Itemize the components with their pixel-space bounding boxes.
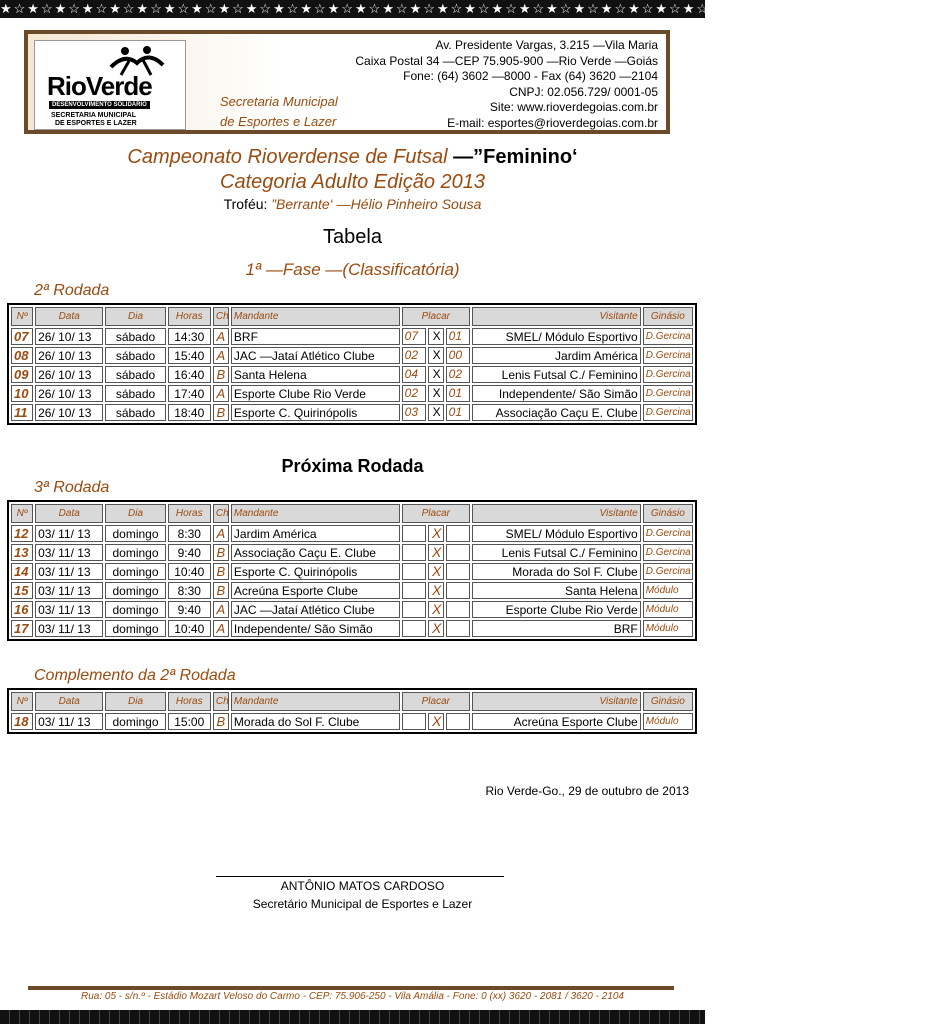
column-header: Placar bbox=[402, 504, 470, 523]
away-score bbox=[446, 620, 470, 637]
game-group: A bbox=[213, 525, 229, 542]
game-row bbox=[11, 713, 693, 730]
away-score bbox=[446, 525, 470, 542]
game-group: B bbox=[213, 713, 229, 730]
home-team: Esporte C. Quirinópolis bbox=[231, 563, 400, 580]
signature-line bbox=[216, 876, 504, 877]
home-team: Esporte Clube Rio Verde bbox=[231, 385, 400, 402]
column-header: Horas bbox=[168, 692, 211, 711]
venue: D.Gercina bbox=[643, 404, 693, 421]
secretaria-line2: de Esportes e Lazer bbox=[220, 114, 337, 129]
venue: D.Gercina bbox=[643, 347, 693, 364]
game-row bbox=[11, 563, 693, 580]
letterhead bbox=[24, 30, 670, 134]
game-number: 12 bbox=[11, 525, 33, 542]
contact-phone: Fone: (64) 3602 —8000 - Fax (64) 3620 —2104 bbox=[403, 69, 658, 83]
home-score: 04 bbox=[402, 366, 426, 383]
game-weekday: domingo bbox=[105, 713, 165, 730]
column-header: Ch bbox=[213, 307, 229, 326]
contact-site[interactable]: Site: www.rioverdegoias.com.br bbox=[489, 100, 658, 114]
game-weekday: domingo bbox=[105, 582, 165, 599]
venue: D.Gercina bbox=[643, 366, 693, 383]
complement-table bbox=[7, 688, 697, 734]
score-separator: X bbox=[428, 366, 444, 383]
score-separator: X bbox=[428, 563, 444, 580]
home-team: Morada do Sol F. Clube bbox=[231, 713, 400, 730]
game-row bbox=[11, 525, 693, 542]
column-header: Visitante bbox=[472, 307, 641, 326]
home-score bbox=[402, 601, 426, 618]
score-separator: X bbox=[428, 347, 444, 364]
game-weekday: sábado bbox=[105, 366, 165, 383]
column-header: Ginásio bbox=[643, 307, 693, 326]
score-cell bbox=[402, 347, 470, 364]
game-row bbox=[11, 347, 693, 364]
home-score bbox=[402, 620, 426, 637]
game-group: B bbox=[213, 366, 229, 383]
score-separator: X bbox=[428, 582, 444, 599]
away-score bbox=[446, 713, 470, 730]
column-header: Dia bbox=[105, 307, 165, 326]
game-number: 18 bbox=[11, 713, 33, 730]
column-header: Mandante bbox=[231, 307, 400, 326]
score-cell bbox=[402, 544, 470, 561]
game-date: 03/ 11/ 13 bbox=[35, 525, 103, 542]
score-cell bbox=[402, 328, 470, 345]
game-date: 26/ 10/ 13 bbox=[35, 347, 103, 364]
column-header: Visitante bbox=[472, 504, 641, 523]
venue: Módulo bbox=[643, 582, 693, 599]
score-cell bbox=[402, 601, 470, 618]
game-weekday: sábado bbox=[105, 328, 165, 345]
score-separator: X bbox=[428, 713, 444, 730]
venue: D.Gercina bbox=[643, 563, 693, 580]
home-score: 03 bbox=[402, 404, 426, 421]
game-number: 10 bbox=[11, 385, 33, 402]
column-header: Dia bbox=[105, 504, 165, 523]
game-row bbox=[11, 601, 693, 618]
away-score bbox=[446, 582, 470, 599]
away-team: SMEL/ Módulo Esportivo bbox=[472, 525, 641, 542]
contact-block bbox=[355, 38, 658, 131]
home-score: 02 bbox=[402, 347, 426, 364]
home-team: BRF bbox=[231, 328, 400, 345]
score-cell bbox=[402, 385, 470, 402]
city-date: Rio Verde-Go., 29 de outubro de 2013 bbox=[485, 784, 689, 798]
game-group: B bbox=[213, 404, 229, 421]
game-row bbox=[11, 544, 693, 561]
contact-cnpj: CNPJ: 02.056.729/ 0001-05 bbox=[509, 84, 658, 99]
column-header: Horas bbox=[168, 307, 211, 326]
column-header: Data bbox=[35, 307, 103, 326]
game-weekday: domingo bbox=[105, 563, 165, 580]
secretaria-name bbox=[220, 92, 338, 132]
signatory-role: Secretário Municipal de Esportes e Lazer bbox=[252, 897, 473, 911]
logo-tagline: DESENVOLVIMENTO SOLIDÁRIO bbox=[49, 101, 150, 109]
game-group: A bbox=[213, 385, 229, 402]
game-weekday: domingo bbox=[105, 620, 165, 637]
away-team: Lenis Futsal C./ Feminino bbox=[472, 544, 641, 561]
game-number: 11 bbox=[11, 404, 33, 421]
venue: D.Gercina bbox=[643, 385, 693, 402]
game-date: 26/ 10/ 13 bbox=[35, 404, 103, 421]
away-score: 01 bbox=[446, 385, 470, 402]
table-heading: Tabela bbox=[323, 226, 382, 248]
away-score: 01 bbox=[446, 328, 470, 345]
away-score bbox=[446, 601, 470, 618]
home-score: 07 bbox=[402, 328, 426, 345]
game-row bbox=[11, 404, 693, 421]
logo-secretaria-line2: DE ESPORTES E LAZER bbox=[55, 120, 137, 127]
contact-postal: Caixa Postal 34 —CEP 75.905-900 —Rio Verde —Goiás bbox=[355, 53, 658, 68]
venue: D.Gercina bbox=[643, 328, 693, 345]
signatory-name: ANTÔNIO MATOS CARDOSO bbox=[280, 879, 445, 893]
away-score: 00 bbox=[446, 347, 470, 364]
game-date: 03/ 11/ 13 bbox=[35, 713, 103, 730]
game-row bbox=[11, 582, 693, 599]
home-score bbox=[402, 525, 426, 542]
round2-table bbox=[7, 303, 697, 425]
game-time: 10:40 bbox=[168, 563, 211, 580]
championship-title bbox=[0, 146, 705, 169]
score-cell bbox=[402, 713, 470, 730]
score-cell bbox=[402, 563, 470, 580]
score-separator: X bbox=[428, 385, 444, 402]
away-score bbox=[446, 544, 470, 561]
edition-title: Categoria Adulto Edição 2013 bbox=[220, 171, 485, 193]
game-number: 13 bbox=[11, 544, 33, 561]
game-row bbox=[11, 385, 693, 402]
table-header-row bbox=[11, 307, 693, 326]
trophy-line bbox=[0, 196, 705, 212]
game-date: 03/ 11/ 13 bbox=[35, 544, 103, 561]
game-number: 16 bbox=[11, 601, 33, 618]
score-cell bbox=[402, 404, 470, 421]
game-number: 15 bbox=[11, 582, 33, 599]
home-team: Acreúna Esporte Clube bbox=[231, 582, 400, 599]
game-date: 03/ 11/ 13 bbox=[35, 563, 103, 580]
score-cell bbox=[402, 620, 470, 637]
game-time: 16:40 bbox=[168, 366, 211, 383]
championship-category: —”Feminino‘ bbox=[447, 146, 578, 168]
table-header-row bbox=[11, 692, 693, 711]
game-number: 14 bbox=[11, 563, 33, 580]
home-score bbox=[402, 713, 426, 730]
table-header-row bbox=[11, 504, 693, 523]
home-team: Associação Caçu E. Clube bbox=[231, 544, 400, 561]
game-time: 17:40 bbox=[168, 385, 211, 402]
secretaria-line1: Secretaria Municipal bbox=[220, 94, 338, 109]
game-row bbox=[11, 366, 693, 383]
game-row bbox=[11, 328, 693, 345]
game-weekday: sábado bbox=[105, 385, 165, 402]
home-score bbox=[402, 544, 426, 561]
away-team: Jardim América bbox=[472, 347, 641, 364]
game-group: A bbox=[213, 620, 229, 637]
game-group: B bbox=[213, 582, 229, 599]
home-score bbox=[402, 582, 426, 599]
game-number: 09 bbox=[11, 366, 33, 383]
score-separator: X bbox=[428, 620, 444, 637]
away-team: Esporte Clube Rio Verde bbox=[472, 601, 641, 618]
game-weekday: sábado bbox=[105, 404, 165, 421]
score-cell bbox=[402, 582, 470, 599]
away-team: Associação Caçu E. Clube bbox=[472, 404, 641, 421]
next-round-heading: Próxima Rodada bbox=[281, 456, 424, 476]
game-date: 03/ 11/ 13 bbox=[35, 601, 103, 618]
away-team: SMEL/ Módulo Esportivo bbox=[472, 328, 641, 345]
score-separator: X bbox=[428, 525, 444, 542]
game-weekday: sábado bbox=[105, 347, 165, 364]
game-time: 9:40 bbox=[168, 544, 211, 561]
venue: Módulo bbox=[643, 601, 693, 618]
game-group: A bbox=[213, 328, 229, 345]
game-weekday: domingo bbox=[105, 544, 165, 561]
contact-email[interactable]: E-mail: esportes@rioverdegoias.com.br bbox=[447, 115, 658, 130]
game-group: A bbox=[213, 347, 229, 364]
game-number: 17 bbox=[11, 620, 33, 637]
round3-label: 3ª Rodada bbox=[34, 479, 110, 496]
home-score: 02 bbox=[402, 385, 426, 402]
game-date: 26/ 10/ 13 bbox=[35, 328, 103, 345]
logo-secretaria-line1: SECRETARIA MUNICIPAL bbox=[51, 112, 137, 119]
away-team: BRF bbox=[472, 620, 641, 637]
venue: Módulo bbox=[643, 620, 693, 637]
score-separator: X bbox=[428, 544, 444, 561]
column-header: Ginásio bbox=[643, 692, 693, 711]
game-date: 03/ 11/ 13 bbox=[35, 582, 103, 599]
game-date: 26/ 10/ 13 bbox=[35, 385, 103, 402]
away-team: Santa Helena bbox=[472, 582, 641, 599]
column-header: Data bbox=[35, 692, 103, 711]
away-team: Morada do Sol F. Clube bbox=[472, 563, 641, 580]
column-header: Horas bbox=[168, 504, 211, 523]
contact-address: Av. Presidente Vargas, 3.215 —Vila Maria bbox=[435, 38, 658, 52]
game-number: 07 bbox=[11, 328, 33, 345]
top-star-border: ★☆★☆★☆★☆★☆★☆★☆★☆★☆★☆★☆★☆★☆★☆★☆★☆★☆★☆★☆★☆★☆★☆★☆★☆★☆★☆★☆★☆★☆★☆★☆★☆★☆★☆ bbox=[0, 1, 929, 16]
column-header: Data bbox=[35, 504, 103, 523]
venue: D.Gercina bbox=[643, 544, 693, 561]
score-cell bbox=[402, 525, 470, 542]
column-header: Placar bbox=[402, 307, 470, 326]
championship-name: Campeonato Rioverdense de Futsal bbox=[127, 146, 448, 168]
game-time: 15:40 bbox=[168, 347, 211, 364]
column-header: Nº bbox=[11, 504, 33, 523]
score-separator: X bbox=[428, 404, 444, 421]
phase-heading: 1ª —Fase —(Classificatória) bbox=[245, 260, 460, 279]
home-team: Esporte C. Quirinópolis bbox=[231, 404, 400, 421]
column-header: Ch bbox=[213, 504, 229, 523]
column-header: Mandante bbox=[231, 692, 400, 711]
away-team: Independente/ São Simão bbox=[472, 385, 641, 402]
column-header: Placar bbox=[402, 692, 470, 711]
home-team: Independente/ São Simão bbox=[231, 620, 400, 637]
game-time: 15:00 bbox=[168, 713, 211, 730]
round3-table bbox=[7, 500, 697, 641]
game-row bbox=[11, 620, 693, 637]
game-time: 14:30 bbox=[168, 328, 211, 345]
game-time: 9:40 bbox=[168, 601, 211, 618]
column-header: Ch bbox=[213, 692, 229, 711]
logo-city-name: RioVerde bbox=[47, 71, 152, 101]
game-weekday: domingo bbox=[105, 525, 165, 542]
column-header: Dia bbox=[105, 692, 165, 711]
trophy-label: Troféu: bbox=[223, 196, 272, 212]
game-time: 8:30 bbox=[168, 525, 211, 542]
round2-label: 2ª Rodada bbox=[34, 282, 110, 299]
rio-verde-logo bbox=[34, 40, 186, 130]
game-group: A bbox=[213, 601, 229, 618]
home-team: Santa Helena bbox=[231, 366, 400, 383]
bottom-border bbox=[0, 1010, 705, 1024]
footer-address: Rua: 05 - s/n.º - Estádio Mozart Veloso do Carmo - CEP: 75.906-250 - Vila Amália - Fone: 0 (xx) 3620 - 2081 / 3620 - 2104 bbox=[81, 991, 624, 1002]
away-score bbox=[446, 563, 470, 580]
away-score: 02 bbox=[446, 366, 470, 383]
away-team: Lenis Futsal C./ Feminino bbox=[472, 366, 641, 383]
game-date: 26/ 10/ 13 bbox=[35, 366, 103, 383]
score-cell bbox=[402, 366, 470, 383]
game-time: 8:30 bbox=[168, 582, 211, 599]
home-team: JAC —Jataí Atlético Clube bbox=[231, 601, 400, 618]
game-group: B bbox=[213, 563, 229, 580]
game-weekday: domingo bbox=[105, 601, 165, 618]
home-score bbox=[402, 563, 426, 580]
complement-label: Complemento da 2ª Rodada bbox=[34, 667, 236, 684]
column-header: Ginásio bbox=[643, 504, 693, 523]
game-time: 18:40 bbox=[168, 404, 211, 421]
column-header: Visitante bbox=[472, 692, 641, 711]
away-team: Acreúna Esporte Clube bbox=[472, 713, 641, 730]
game-time: 10:40 bbox=[168, 620, 211, 637]
trophy-name: ”Berrante‘ —Hélio Pinheiro Sousa bbox=[271, 196, 482, 212]
game-number: 08 bbox=[11, 347, 33, 364]
away-score: 01 bbox=[446, 404, 470, 421]
venue: D.Gercina bbox=[643, 525, 693, 542]
game-date: 03/ 11/ 13 bbox=[35, 620, 103, 637]
column-header: Mandante bbox=[231, 504, 400, 523]
column-header: Nº bbox=[11, 692, 33, 711]
game-group: B bbox=[213, 544, 229, 561]
column-header: Nº bbox=[11, 307, 33, 326]
home-team: Jardim América bbox=[231, 525, 400, 542]
score-separator: X bbox=[428, 328, 444, 345]
venue: Módulo bbox=[643, 713, 693, 730]
score-separator: X bbox=[428, 601, 444, 618]
footer-divider bbox=[28, 986, 674, 990]
home-team: JAC —Jataí Atlético Clube bbox=[231, 347, 400, 364]
